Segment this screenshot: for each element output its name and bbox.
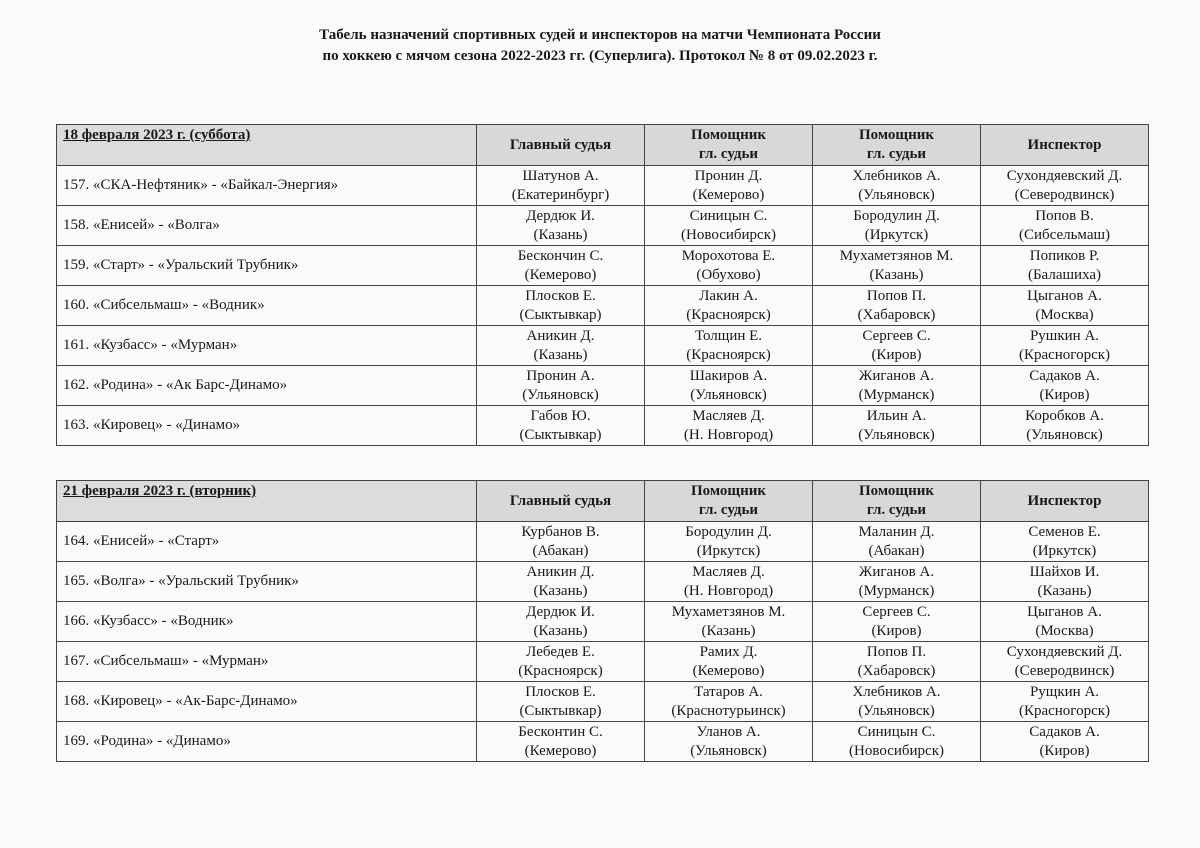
inspector-name: Шайхов И.: [1029, 563, 1100, 580]
match-name: 157. «СКА-Нефтяник» - «Байкал-Энергия»: [57, 166, 477, 206]
table-row: [57, 326, 1149, 366]
assistant-2-city: (Мурманск): [858, 386, 935, 403]
main-referee-city: (Казань): [533, 346, 588, 363]
assistant-1-name: Толщин Е.: [694, 327, 763, 344]
assistant-2-city: (Иркутск): [864, 226, 929, 243]
inspector-cell: [981, 366, 1149, 406]
assistant-1-cell: [645, 602, 813, 642]
assistant-1-name: Бородулин Д.: [685, 523, 772, 540]
assistant-1-name: Мухаметзянов М.: [671, 603, 786, 620]
assistant-1-cell: [645, 562, 813, 602]
assistant-1-cell: [645, 642, 813, 682]
match-name: 163. «Кировец» - «Динамо»: [57, 406, 477, 446]
main-referee-city: (Сыктывкар): [519, 306, 602, 323]
inspector-cell: [981, 562, 1149, 602]
table-header-row: [57, 481, 1149, 522]
inspector-name: Сухондяевский Д.: [1006, 167, 1123, 184]
table-row: [57, 722, 1149, 762]
assistant-2-name: Ильин А.: [866, 407, 927, 424]
assistant-1-name: Уланов А.: [696, 723, 761, 740]
main-referee-city: (Казань): [533, 622, 588, 639]
assistant-1-city: (Ульяновск): [690, 386, 767, 403]
assistant-1-city: (Н. Новгород): [683, 426, 774, 443]
match-name: 159. «Старт» - «Уральский Трубник»: [57, 246, 477, 286]
document-title: [0, 25, 1200, 67]
assistant-2-name: Маланин Д.: [858, 523, 935, 540]
assistant-1-name: Синицын С.: [689, 207, 768, 224]
assistant-2-city: (Ульяновск): [858, 426, 935, 443]
assistant-1-name: Пронин Д.: [694, 167, 763, 184]
assistant-1-cell: [645, 166, 813, 206]
inspector-city: (Балашиха): [1027, 266, 1102, 283]
main-referee-cell: [477, 602, 645, 642]
table-row: [57, 406, 1149, 446]
match-name: 164. «Енисей» - «Старт»: [57, 522, 477, 562]
assistant-2-cell: [813, 166, 981, 206]
table-row: [57, 562, 1149, 602]
header-assistant-2-line-1: Помощник: [859, 483, 934, 499]
match-name: 167. «Сибсельмаш» - «Мурман»: [57, 642, 477, 682]
assistant-1-cell: [645, 722, 813, 762]
main-referee-name: Дердюк И.: [526, 207, 595, 224]
inspector-city: (Киров): [1039, 742, 1090, 759]
assistant-2-name: Хлебников А.: [852, 683, 941, 700]
assistant-1-cell: [645, 682, 813, 722]
inspector-name: Рушкин А.: [1029, 327, 1100, 344]
inspector-cell: [981, 166, 1149, 206]
header-assistant-1-line-1: Помощник: [691, 483, 766, 499]
inspector-cell: [981, 326, 1149, 366]
table-row: [57, 246, 1149, 286]
inspector-name: Попиков Р.: [1029, 247, 1100, 264]
header-assistant-1-line-2: гл. судьи: [698, 146, 759, 162]
header-inspector: Инспектор: [981, 125, 1149, 166]
assistant-1-city: (Красноярск): [686, 306, 771, 323]
inspector-city: (Северодвинск): [1014, 186, 1115, 203]
assistant-2-name: Попов П.: [866, 287, 927, 304]
assistant-2-city: (Мурманск): [858, 582, 935, 599]
assistant-2-city: (Киров): [871, 346, 922, 363]
inspector-city: (Сибсельмаш): [1018, 226, 1111, 243]
main-referee-name: Аникин Д.: [526, 563, 595, 580]
table-row: [57, 522, 1149, 562]
inspector-name: Цыганов А.: [1027, 287, 1102, 304]
inspector-name: Цыганов А.: [1027, 603, 1102, 620]
table-row: [57, 602, 1149, 642]
assistant-1-cell: [645, 326, 813, 366]
assistant-1-city: (Иркутск): [696, 542, 761, 559]
main-referee-city: (Екатеринбург): [511, 186, 610, 203]
inspector-cell: [981, 722, 1149, 762]
assistant-1-city: (Ульяновск): [690, 742, 767, 759]
main-referee-city: (Абакан): [532, 542, 589, 559]
main-referee-name: Пронин А.: [526, 367, 595, 384]
inspector-city: (Киров): [1039, 386, 1090, 403]
assistant-1-cell: [645, 246, 813, 286]
match-name: 158. «Енисей» - «Волга»: [57, 206, 477, 246]
assistant-2-cell: [813, 206, 981, 246]
match-name: 166. «Кузбасс» - «Водник»: [57, 602, 477, 642]
assistant-2-city: (Ульяновск): [858, 186, 935, 203]
assistant-1-name: Рамих Д.: [699, 643, 758, 660]
inspector-name: Семенов Е.: [1028, 523, 1101, 540]
table-row: [57, 286, 1149, 326]
main-referee-name: Шатунов А.: [522, 167, 599, 184]
table-row: [57, 166, 1149, 206]
assistant-2-name: Сергеев С.: [862, 603, 931, 620]
inspector-cell: [981, 642, 1149, 682]
assistant-1-city: (Казань): [701, 622, 756, 639]
assistant-2-cell: [813, 326, 981, 366]
main-referee-cell: [477, 682, 645, 722]
inspector-name: Коробков А.: [1025, 407, 1104, 424]
match-name: 169. «Родина» - «Динамо»: [57, 722, 477, 762]
main-referee-city: (Красноярск): [518, 662, 603, 679]
table-row: [57, 642, 1149, 682]
match-name: 168. «Кировец» - «Ак-Барс-Динамо»: [57, 682, 477, 722]
inspector-cell: [981, 406, 1149, 446]
main-referee-name: Аникин Д.: [526, 327, 595, 344]
assistant-2-name: Сергеев С.: [862, 327, 931, 344]
main-referee-cell: [477, 562, 645, 602]
main-referee-city: (Казань): [533, 226, 588, 243]
main-referee-city: (Кемерово): [524, 742, 597, 759]
main-referee-cell: [477, 522, 645, 562]
assistant-2-city: (Хабаровск): [857, 306, 936, 323]
assistant-1-city: (Кемерово): [692, 186, 765, 203]
assistant-2-name: Синицын С.: [857, 723, 936, 740]
main-referee-cell: [477, 722, 645, 762]
table-row: [57, 682, 1149, 722]
main-referee-cell: [477, 246, 645, 286]
assistant-1-cell: [645, 406, 813, 446]
header-assistant-2-line-2: гл. судьи: [866, 502, 927, 518]
inspector-city: (Красногорск): [1018, 346, 1111, 363]
day-date: 18 февраля 2023 г. (суббота): [57, 125, 477, 166]
assistant-1-name: Лакин А.: [699, 287, 758, 304]
header-assistant-2: [813, 481, 981, 522]
assistant-1-name: Морохотова Е.: [681, 247, 776, 264]
assistant-2-cell: [813, 722, 981, 762]
inspector-city: (Казань): [1037, 582, 1092, 599]
assistant-2-cell: [813, 286, 981, 326]
assistant-1-city: (Н. Новгород): [683, 582, 774, 599]
assistant-2-name: Бородулин Д.: [853, 207, 940, 224]
assistant-1-city: (Краснотурьинск): [671, 702, 786, 719]
inspector-city: (Иркутск): [1032, 542, 1097, 559]
header-inspector: Инспектор: [981, 481, 1149, 522]
table-row: [57, 206, 1149, 246]
inspector-cell: [981, 206, 1149, 246]
header-main-referee: Главный судья: [477, 125, 645, 166]
assistant-2-name: Жиганов А.: [858, 563, 935, 580]
assistant-2-cell: [813, 246, 981, 286]
main-referee-city: (Кемерово): [524, 266, 597, 283]
schedule-table-day-1: [56, 124, 1149, 446]
inspector-name: Садаков А.: [1029, 723, 1100, 740]
main-referee-city: (Сыктывкар): [519, 702, 602, 719]
assistant-2-cell: [813, 682, 981, 722]
header-assistant-2: [813, 125, 981, 166]
main-referee-city: (Сыктывкар): [519, 426, 602, 443]
assistant-2-city: (Казань): [869, 266, 924, 283]
main-referee-cell: [477, 206, 645, 246]
assistant-1-name: Шакиров А.: [689, 367, 768, 384]
header-assistant-1-line-2: гл. судьи: [698, 502, 759, 518]
assistant-1-cell: [645, 286, 813, 326]
header-assistant-2-line-1: Помощник: [859, 127, 934, 143]
inspector-cell: [981, 602, 1149, 642]
assistant-1-name: Масляев Д.: [692, 563, 765, 580]
inspector-city: (Москва): [1035, 306, 1094, 323]
main-referee-name: Лебедев Е.: [526, 643, 595, 660]
header-assistant-1: [645, 481, 813, 522]
assistant-2-city: (Ульяновск): [858, 702, 935, 719]
match-name: 161. «Кузбасс» - «Мурман»: [57, 326, 477, 366]
assistant-2-cell: [813, 642, 981, 682]
main-referee-name: Бесконтин С.: [518, 723, 603, 740]
assistant-2-name: Мухаметзянов М.: [839, 247, 954, 264]
main-referee-cell: [477, 166, 645, 206]
main-referee-name: Дердюк И.: [526, 603, 595, 620]
match-name: 165. «Волга» - «Уральский Трубник»: [57, 562, 477, 602]
header-assistant-1-line-1: Помощник: [691, 127, 766, 143]
assistant-2-cell: [813, 562, 981, 602]
inspector-city: (Москва): [1035, 622, 1094, 639]
title-line-1: Табель назначений спортивных судей и инспекторов на матчи Чемпионата России: [319, 27, 881, 43]
day-date: 21 февраля 2023 г. (вторник): [57, 481, 477, 522]
main-referee-cell: [477, 642, 645, 682]
assistant-2-cell: [813, 366, 981, 406]
table-row: [57, 366, 1149, 406]
inspector-name: Рущкин А.: [1029, 683, 1100, 700]
main-referee-city: (Казань): [533, 582, 588, 599]
assistant-2-cell: [813, 406, 981, 446]
inspector-name: Попов В.: [1035, 207, 1094, 224]
main-referee-name: Плосков Е.: [525, 287, 596, 304]
main-referee-city: (Ульяновск): [522, 386, 599, 403]
assistant-1-city: (Красноярск): [686, 346, 771, 363]
schedule-table-day-2: [56, 480, 1149, 762]
header-assistant-1: [645, 125, 813, 166]
assistant-1-cell: [645, 206, 813, 246]
title-line-2: по хоккею с мячом сезона 2022-2023 гг. (Суперлига). Протокол № 8 от 09.02.2023 г.: [322, 48, 878, 64]
assistant-2-cell: [813, 602, 981, 642]
table-header-row: [57, 125, 1149, 166]
main-referee-name: Плосков Е.: [525, 683, 596, 700]
assistant-1-city: (Обухово): [696, 266, 761, 283]
inspector-name: Сухондяевский Д.: [1006, 643, 1123, 660]
assistant-2-city: (Киров): [871, 622, 922, 639]
assistant-2-name: Хлебников А.: [852, 167, 941, 184]
main-referee-cell: [477, 406, 645, 446]
inspector-city: (Красногорск): [1018, 702, 1111, 719]
main-referee-cell: [477, 366, 645, 406]
inspector-cell: [981, 286, 1149, 326]
assistant-2-cell: [813, 522, 981, 562]
assistant-2-city: (Абакан): [868, 542, 925, 559]
assistant-1-name: Татаров А.: [694, 683, 763, 700]
assistant-1-cell: [645, 366, 813, 406]
assistant-2-name: Жиганов А.: [858, 367, 935, 384]
inspector-name: Садаков А.: [1029, 367, 1100, 384]
inspector-cell: [981, 522, 1149, 562]
inspector-city: (Северодвинск): [1014, 662, 1115, 679]
assistant-1-name: Масляев Д.: [692, 407, 765, 424]
assistant-2-city: (Новосибирск): [849, 742, 944, 759]
main-referee-name: Габов Ю.: [530, 407, 591, 424]
header-main-referee: Главный судья: [477, 481, 645, 522]
inspector-cell: [981, 246, 1149, 286]
main-referee-name: Бескончин С.: [517, 247, 604, 264]
assistant-1-city: (Новосибирск): [681, 226, 776, 243]
match-name: 162. «Родина» - «Ак Барс-Динамо»: [57, 366, 477, 406]
assistant-2-name: Попов П.: [866, 643, 927, 660]
main-referee-cell: [477, 286, 645, 326]
main-referee-cell: [477, 326, 645, 366]
assistant-1-cell: [645, 522, 813, 562]
header-assistant-2-line-2: гл. судьи: [866, 146, 927, 162]
match-name: 160. «Сибсельмаш» - «Водник»: [57, 286, 477, 326]
main-referee-name: Курбанов В.: [521, 523, 600, 540]
inspector-city: (Ульяновск): [1026, 426, 1103, 443]
inspector-cell: [981, 682, 1149, 722]
assistant-1-city: (Кемерово): [692, 662, 765, 679]
assistant-2-city: (Хабаровск): [857, 662, 936, 679]
